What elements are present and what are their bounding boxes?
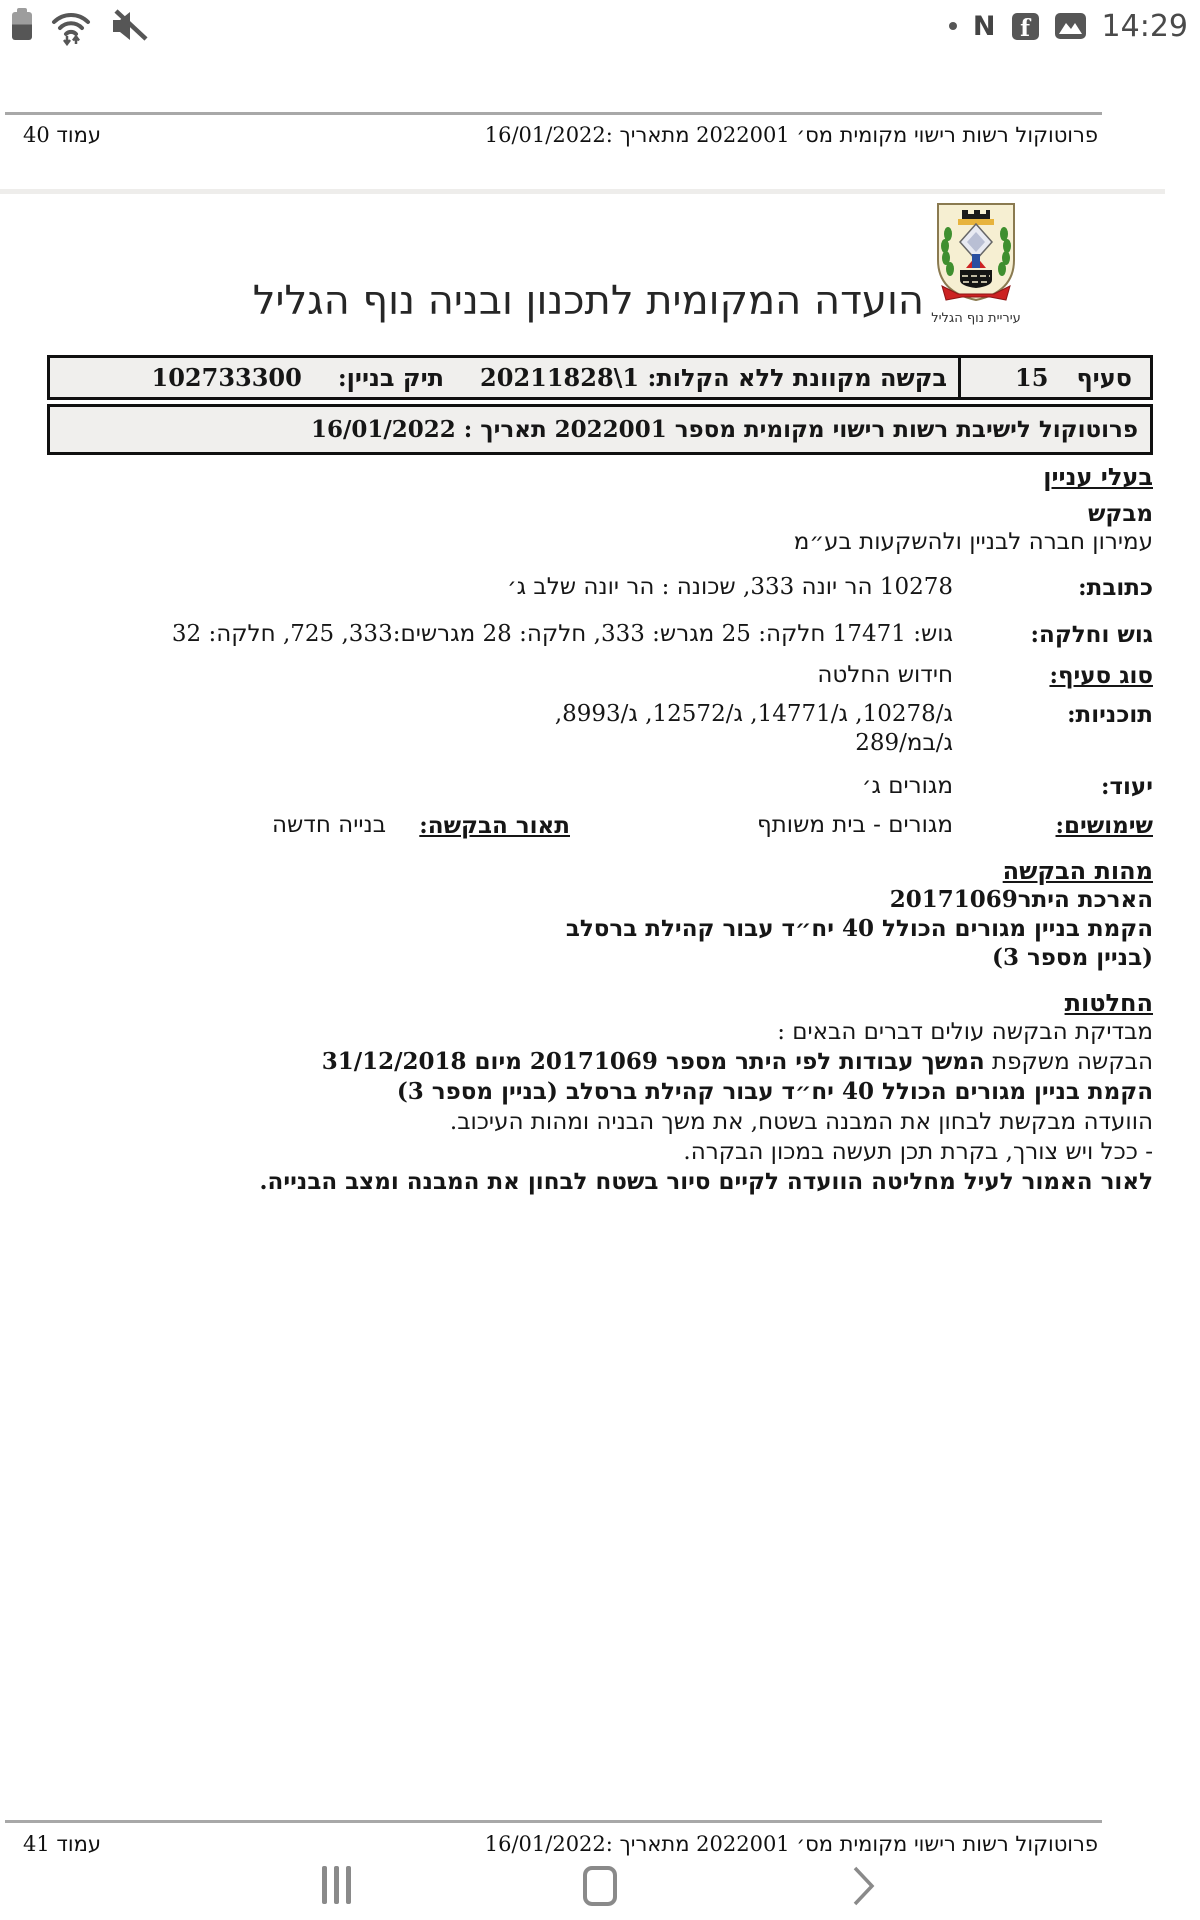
- protocol-footer-text: פרוטוקול רשות רישוי מקומית מס׳ 2022001 מתאריך :16/01/2022: [484, 1832, 1098, 1856]
- case-header-row: [47, 355, 1153, 400]
- n-app-icon: N: [972, 10, 996, 42]
- block-parcel-label: גוש וחלקה:: [1030, 621, 1153, 648]
- android-nav-bar: [0, 1856, 1200, 1920]
- page-separator-bottom: [5, 1820, 1102, 1823]
- recents-icon[interactable]: [322, 1866, 351, 1904]
- notification-dot-icon: [949, 22, 957, 30]
- meeting-line-text: פרוטוקול לישיבת רשות רישוי מקומית מספר 2022001 תאריך : 16/01/2022: [310, 416, 1138, 443]
- plans-value: ג/10278, ג/14771, ג/12572, ג/8993, ג/במ/289: [554, 701, 953, 756]
- decision-line: [47, 1137, 1153, 1167]
- field-row-section-type: [47, 661, 1153, 690]
- address-label: כתובת:: [1078, 574, 1153, 601]
- essence-heading: מהות הבקשה: [1002, 856, 1153, 885]
- municipality-logo: [924, 198, 1028, 326]
- decision-text-bold: המשך עבודות לפי היתר מספר 20171069 מיום 31/12/2018: [321, 1048, 985, 1075]
- applicant-label: מבקש: [1087, 500, 1153, 527]
- decision-text-bold: הקמת בניין מגורים הכולל 40 יח״ד עבור קהילת ברסלב (בניין מספר 3): [396, 1078, 1153, 1105]
- document-body: [47, 462, 1153, 1197]
- status-bar: [0, 0, 1200, 46]
- page-separator-top: [5, 112, 1102, 115]
- gallery-icon: [1055, 13, 1086, 39]
- facebook-icon: f: [1012, 13, 1039, 40]
- request-number-text: בקשה מקוונת ללא הקלות: 1\20211828: [480, 363, 947, 392]
- section-type-value: חידוש החלטה: [817, 662, 953, 688]
- decision-line: [47, 1107, 1153, 1137]
- decision-text: מבדיקת הבקשה עולים דברים הבאים :: [777, 1019, 1153, 1045]
- mute-icon: [110, 8, 150, 44]
- wifi-arrows-icon: [48, 6, 94, 46]
- status-bar-right: [949, 9, 1188, 44]
- building-file-label: תיק בניין:: [337, 363, 445, 392]
- decision-line: [47, 1047, 1153, 1077]
- essence-line: (בניין מספר 3): [992, 944, 1153, 971]
- field-row-block-parcel: [47, 620, 1153, 649]
- request-desc-label: תאור הבקשה:: [419, 812, 570, 839]
- logo-caption: עיריית נוף הגליל: [931, 311, 1021, 326]
- decision-line: [47, 1167, 1153, 1197]
- decision-text: הבקשה משקפת: [984, 1049, 1153, 1075]
- protocol-header-text: פרוטוקול רשות רישוי מקומית מס׳ 2022001 מתאריך :16/01/2022: [484, 123, 1098, 147]
- zoning-value: מגורים ג׳: [861, 773, 953, 799]
- building-file-number: 102733300: [151, 363, 302, 392]
- essence-line: הארכת היתר20171069: [889, 886, 1153, 913]
- field-row-plans: [47, 700, 1153, 758]
- field-row-address: [47, 573, 1153, 602]
- essence-line: הקמת בניין מגורים הכולל 40 יח״ד עבור קהילת ברסלב: [565, 915, 1153, 942]
- committee-title: הועדה המקומית לתכנון ובניה נוף הגליל: [252, 278, 924, 324]
- municipality-emblem-icon: [928, 198, 1024, 306]
- zoning-label: יעוד:: [1101, 773, 1153, 800]
- scan-edge-band: [0, 189, 1165, 194]
- applicant-name: עמירון חברה לבניין ולהשקעות בע״מ: [793, 529, 1153, 555]
- section-cell: [958, 358, 1150, 397]
- section-number: 15: [1015, 363, 1049, 392]
- decisions-heading: החלטות: [1064, 988, 1153, 1017]
- request-cell: [50, 363, 958, 392]
- decision-text: - ככל ויש צורך, בקרת תכן תעשה במכון הבקרה.: [683, 1139, 1153, 1165]
- block-parcel-value: גוש: 17471 חלקה: 25 מגרש: 333, חלקה: 28 מגרשים:333, 725, חלקה: 32: [171, 621, 953, 647]
- decision-line: [47, 1017, 1153, 1047]
- stakeholders-heading: בעלי עניין: [1043, 462, 1153, 491]
- clock-text: 14:29: [1101, 8, 1188, 44]
- request-desc-value: בנייה חדשה: [271, 812, 386, 838]
- plans-label: תוכניות:: [1067, 701, 1153, 728]
- decision-text-bold: לאור האמור לעיל מחליטה הוועדה לקיים סיור בשטח לבחון את המבנה ומצב הבנייה.: [259, 1168, 1153, 1195]
- back-icon[interactable]: [852, 1866, 876, 1906]
- field-row-zoning: [47, 772, 1153, 801]
- home-icon[interactable]: [583, 1866, 617, 1906]
- section-label: סעיף: [1076, 363, 1132, 392]
- field-row-uses: [47, 811, 1153, 840]
- status-bar-left: [12, 6, 150, 46]
- battery-icon: [12, 12, 32, 40]
- page40-header: [0, 123, 1200, 151]
- uses-value: מגורים - בית משותף: [756, 812, 953, 838]
- page-number-label: עמוד 40: [23, 123, 102, 147]
- page-number-label: עמוד 41: [23, 1832, 102, 1856]
- decision-line: [47, 1077, 1153, 1107]
- address-value: 10278 הר יונה 333, שכונה : הר יונה שלב ג׳: [507, 574, 953, 600]
- uses-label: שימושים:: [1055, 812, 1153, 839]
- decision-text: הוועדה מבקשת לבחון את המבנה בשטח, את משך הבניה ומהות העיכוב.: [449, 1109, 1153, 1135]
- meeting-line-row: [47, 404, 1153, 455]
- section-type-label: סוג סעיף:: [1049, 662, 1153, 689]
